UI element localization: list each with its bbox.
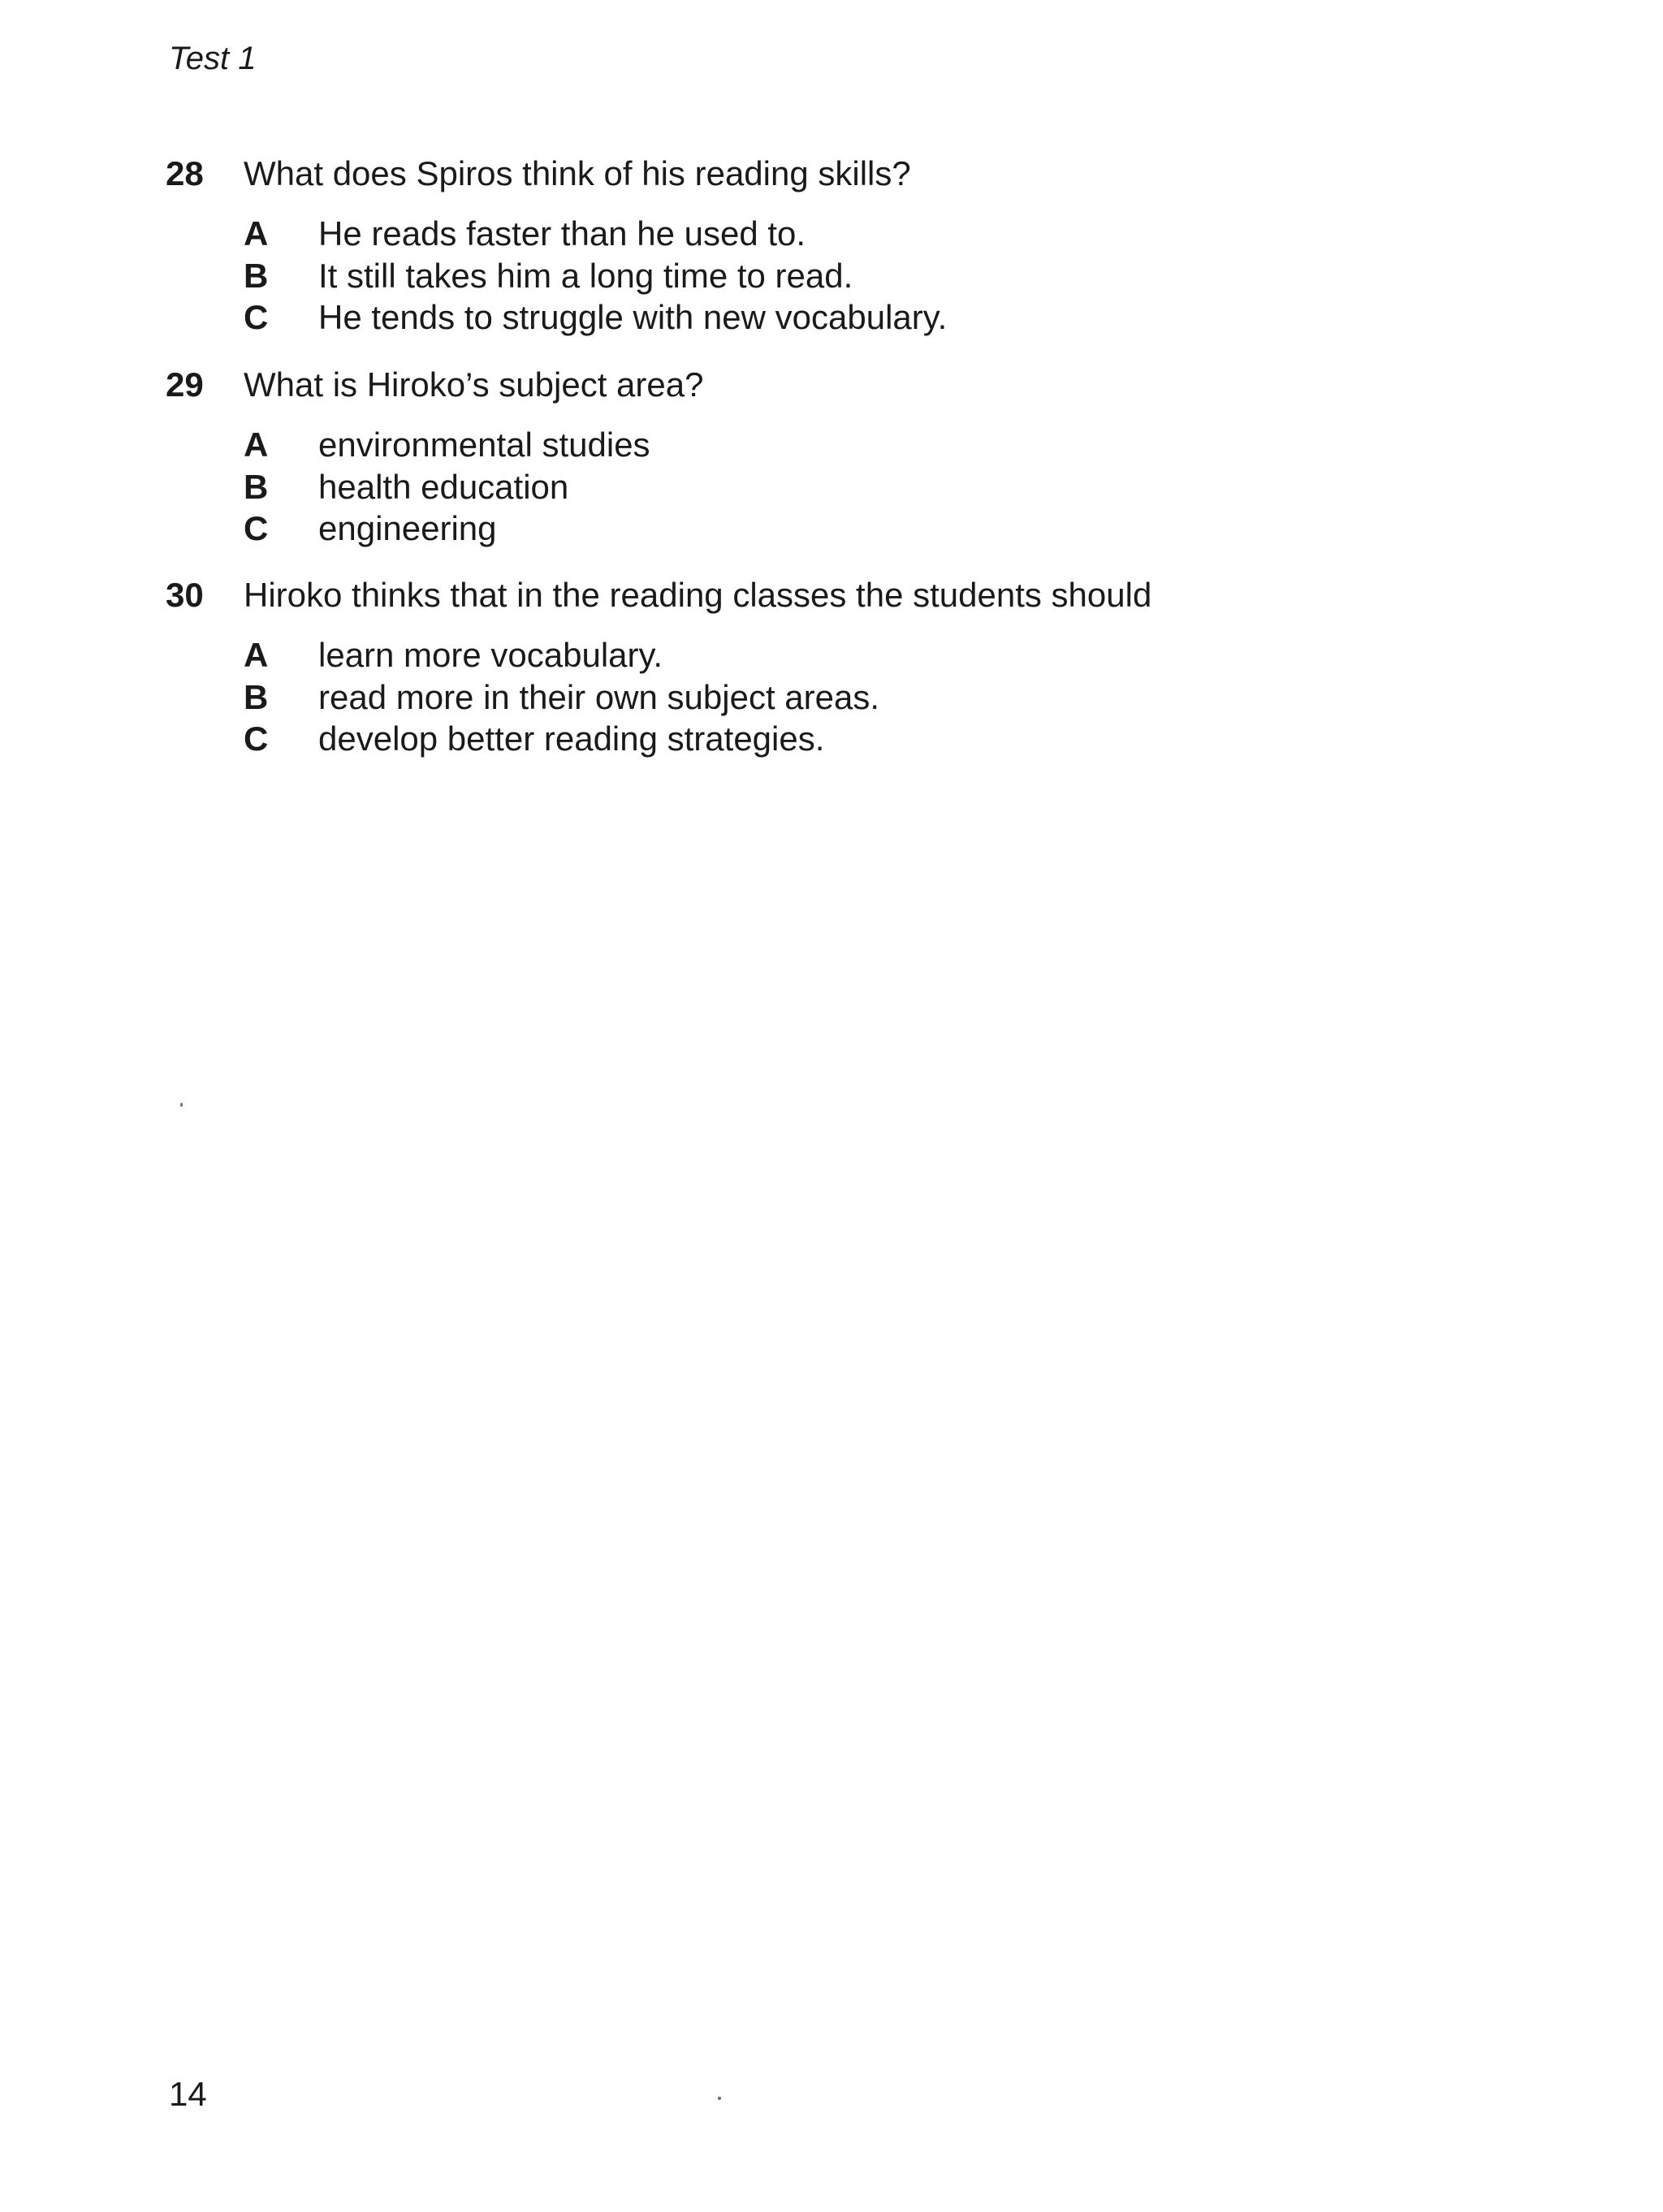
option-list (244, 634, 1546, 760)
question-number: 28 (166, 154, 204, 192)
option-letter: C (244, 509, 269, 547)
question-text: Hiroko thinks that in the reading classes the students should (244, 576, 1152, 614)
option-c[interactable] (244, 508, 1546, 550)
option-b[interactable] (244, 255, 1546, 297)
question-number: 29 (166, 365, 204, 404)
option-letter: C (244, 719, 269, 758)
option-text: read more in their own subject areas. (318, 677, 880, 716)
option-b[interactable] (244, 466, 1546, 508)
scan-speck (180, 1103, 183, 1107)
option-a[interactable] (244, 213, 1546, 255)
option-b[interactable] (244, 676, 1546, 719)
page-header-title: Test 1 (169, 41, 257, 76)
option-letter: B (244, 467, 269, 506)
option-a[interactable] (244, 634, 1546, 676)
question-stem (166, 574, 1546, 616)
question-29 (166, 364, 1546, 550)
option-text: He tends to struggle with new vocabulary. (318, 298, 948, 336)
question-stem (166, 364, 1546, 406)
page-number: 14 (169, 2075, 207, 2113)
option-letter: A (244, 426, 269, 464)
option-a[interactable] (244, 424, 1546, 466)
option-c[interactable] (244, 718, 1546, 760)
option-text: He reads faster than he used to. (318, 214, 806, 253)
option-text: learn more vocabulary. (318, 636, 663, 674)
question-stem (166, 153, 1546, 195)
question-28 (166, 153, 1546, 339)
option-letter: B (244, 256, 269, 295)
option-letter: A (244, 636, 269, 674)
option-letter: C (244, 298, 269, 336)
option-text: develop better reading strategies. (318, 719, 825, 758)
option-list (244, 424, 1546, 550)
question-30 (166, 574, 1546, 760)
option-list (244, 213, 1546, 339)
scan-speck (718, 2097, 721, 2100)
question-text: What does Spiros think of his reading skills? (244, 154, 911, 192)
option-text: It still takes him a long time to read. (318, 256, 853, 295)
question-number: 30 (166, 576, 204, 614)
option-text: engineering (318, 509, 497, 547)
option-letter: B (244, 677, 269, 716)
option-c[interactable] (244, 296, 1546, 339)
option-text: health education (318, 467, 569, 506)
question-text: What is Hiroko’s subject area? (244, 365, 704, 404)
option-text: environmental studies (318, 426, 650, 464)
option-letter: A (244, 214, 269, 253)
